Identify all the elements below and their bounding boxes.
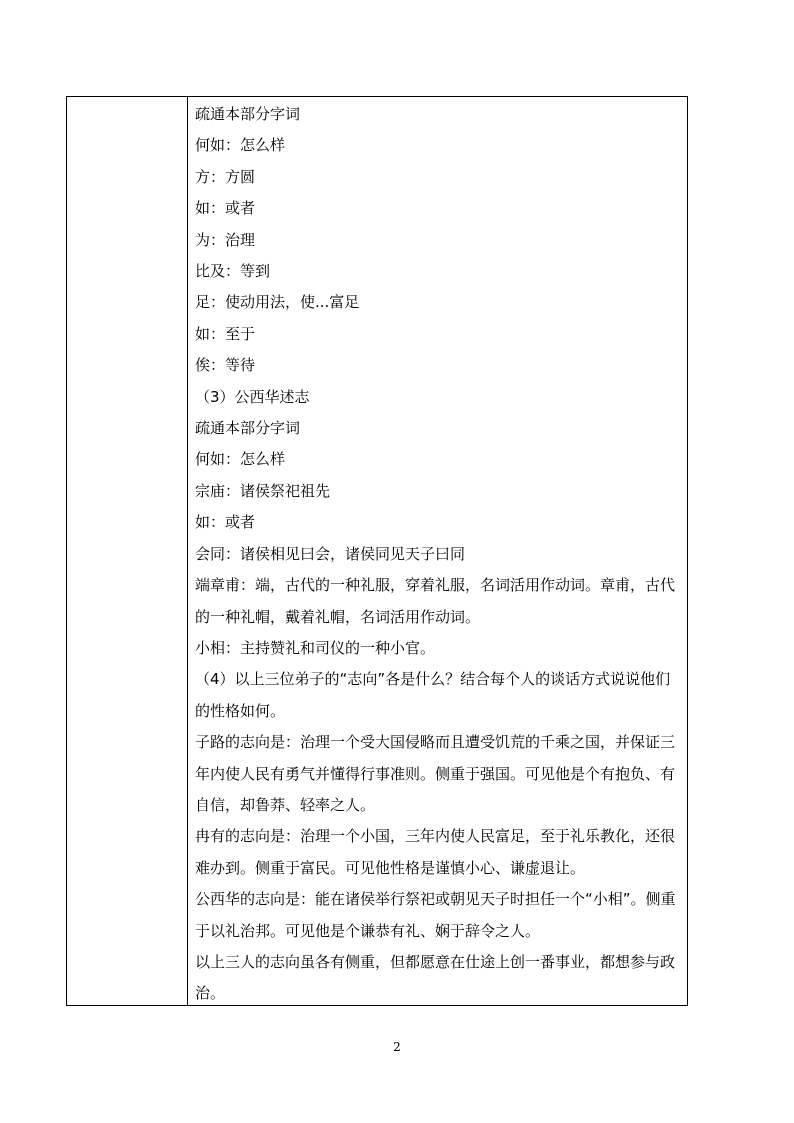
text-line: 如：至于 [195, 324, 256, 343]
text-line: 为：治理 [195, 230, 256, 249]
text-line: 宗庙：诸侯祭祀祖先 [195, 481, 331, 500]
text-line: 如：或者 [195, 199, 256, 218]
text-paragraph: 小相：主持赞礼和司仪的一种小官。 [195, 638, 436, 657]
text-line: 如：或者 [195, 513, 256, 532]
text-line: 疏通本部分字词 [195, 105, 301, 123]
text-paragraph: 公西华的志向是：能在诸侯举行祭祀或朝见天子时担任一个“小相”。侧重于以礼治邦。可见他是个谦恭有礼、娴于辞令之人。 [195, 890, 676, 940]
text-line: 何如：怎么样 [195, 450, 286, 469]
text-paragraph: 子路的志向是：治理一个受大国侵略而且遭受饥荒的千乘之国，并保证三年内使人民有勇气并懂得行事准则。侧重于强国。可见他是个有抱负、有自信，却鲁莽、轻率之人。 [195, 733, 676, 814]
text-paragraph: 以上三人的志向虽各有侧重，但都愿意在仕途上创一番事业，都想参与政治。 [195, 952, 676, 1003]
text-line: 何如：怎么样 [195, 136, 286, 155]
table-content-cell [195, 99, 685, 1010]
question-paragraph: （4）以上三位弟子的“志向”各是什么？结合每个人的谈话方式说说他们的性格如何。 [195, 670, 671, 720]
text-paragraph: 冉有的志向是：治理一个小国，三年内使人民富足，至于礼乐教化，还很难办到。侧重于富民。可见他性格是谨慎小心、谦虚退让。 [195, 827, 676, 877]
text-line: 会同：诸侯相见曰会，诸侯同见天子曰同 [195, 544, 466, 563]
section-heading: （3）公西华述志 [195, 387, 310, 406]
text-line: 比及：等到 [195, 262, 271, 281]
text-line: 疏通本部分字词 [195, 419, 301, 438]
text-line: 足：使动用法，使...富足 [195, 293, 360, 312]
text-line: 方：方圆 [195, 167, 256, 186]
text-line: 俟：等待 [195, 356, 256, 375]
text-paragraph: 端章甫：端，古代的一种礼服，穿着礼服，名词活用作动词。章甫，古代的一种礼帽，戴着礼帽，名词活用作动词。 [195, 576, 676, 626]
column-divider [187, 97, 188, 1005]
page-number: 2 [393, 1040, 401, 1054]
content-table [66, 96, 688, 1006]
